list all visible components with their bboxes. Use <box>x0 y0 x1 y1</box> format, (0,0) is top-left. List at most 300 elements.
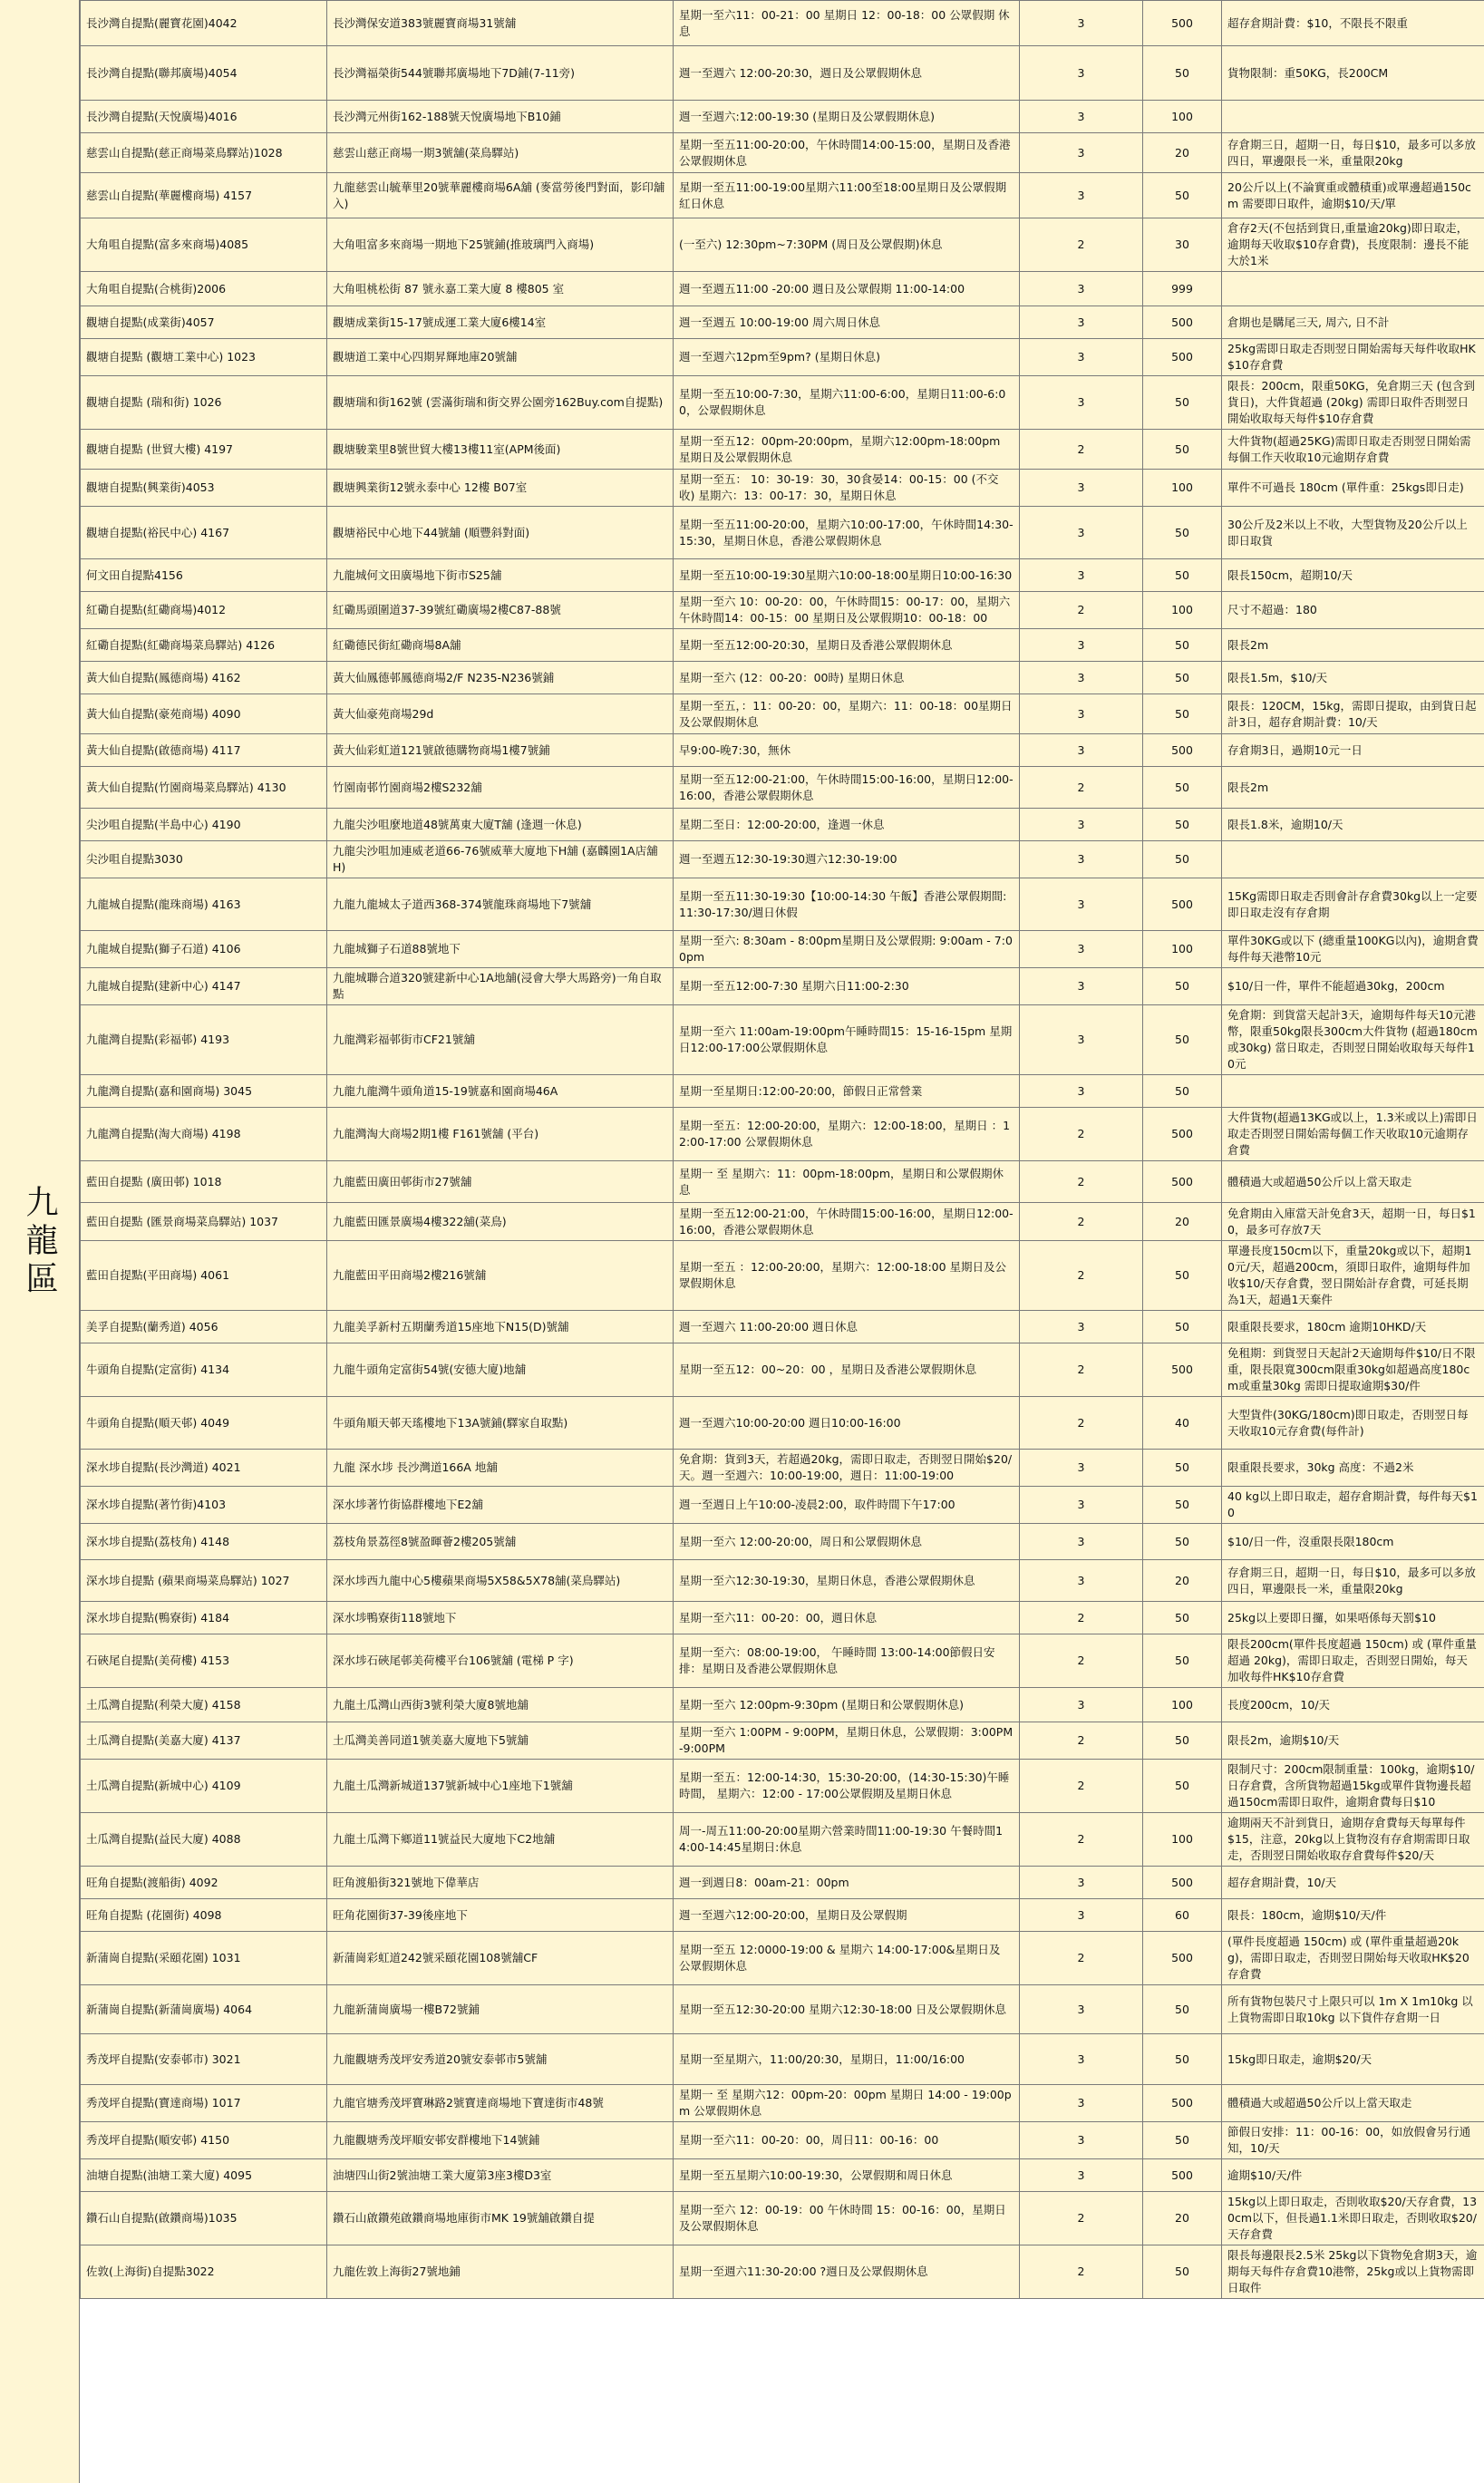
max-parcels-cell: 50 <box>1143 767 1222 809</box>
restrictions-cell <box>1222 841 1484 878</box>
pickup-point-name-cell: 紅磡自提點(紅磡商場)4012 <box>81 592 327 629</box>
restrictions-cell: 逾期$10/天/件 <box>1222 2159 1484 2192</box>
opening-hours-cell: 星期一至五12：00~20：00 ，星期日及香港公眾假期休息 <box>674 1343 1020 1397</box>
storage-days-cell: 3 <box>1020 1075 1143 1108</box>
pickup-point-address-cell: 紅磡馬頭圍道37-39號紅磡廣場2樓C87-88號 <box>327 592 674 629</box>
opening-hours-cell: 星期一 至 星期六：11：00pm-18:00pm，星期日和公眾假期休息 <box>674 1161 1020 1203</box>
pickup-point-address-cell: 觀塘瑞和街162號 (雲滿街瑞和街交界公園旁162Buy.com自提點) <box>327 376 674 430</box>
pickup-point-address-cell: 九龍城何文田廣場地下街市S25舖 <box>327 559 674 592</box>
restrictions-cell: $10/日一件，單件不能超過30kg，200cm <box>1222 968 1484 1005</box>
storage-days-cell: 3 <box>1020 931 1143 968</box>
storage-days-cell: 3 <box>1020 272 1143 306</box>
pickup-point-name-cell: 土瓜灣自提點(利榮大廈) 4158 <box>81 1688 327 1722</box>
max-parcels-cell: 50 <box>1143 1241 1222 1311</box>
pickup-point-address-cell: 九龍佐敦上海街27號地鋪 <box>327 2245 674 2299</box>
table-row <box>81 1241 1484 1311</box>
pickup-point-name-cell: 慈雲山自提點(華麗樓商場) 4157 <box>81 173 327 218</box>
max-parcels-cell: 20 <box>1143 133 1222 173</box>
opening-hours-cell: 星期一至星期日:12:00-20:00，節假日正常營業 <box>674 1075 1020 1108</box>
pickup-point-name-cell: 秀茂坪自提點(安泰邨市) 3021 <box>81 2034 327 2085</box>
pickup-point-address-cell: 黃大仙豪苑商場29d <box>327 694 674 734</box>
storage-days-cell: 3 <box>1020 1005 1143 1075</box>
table-row <box>81 1524 1484 1560</box>
pickup-point-address-cell: 九龍城聯合道320號建新中心1A地舖(浸會大學大馬路旁)一角自取點 <box>327 968 674 1005</box>
pickup-point-name-cell: 秀茂坪自提點(寶達商場) 1017 <box>81 2085 327 2122</box>
storage-days-cell: 3 <box>1020 306 1143 339</box>
storage-days-cell: 3 <box>1020 1985 1143 2034</box>
opening-hours-cell: 星期一至五10:00-7:30，星期六11:00-6:00，星期日11:00-6:00，公眾假期休息 <box>674 376 1020 430</box>
table-row <box>81 841 1484 878</box>
opening-hours-cell: 星期一至五星期六10:00-19:30，公眾假期和周日休息 <box>674 2159 1020 2192</box>
table-row <box>81 2034 1484 2085</box>
pickup-point-name-cell: 油塘自提點(油塘工業大廈) 4095 <box>81 2159 327 2192</box>
restrictions-cell: 存倉期三日，超期一日，每日$10，最多可以多放四日，單邊限長一米，重量限20kg <box>1222 1560 1484 1602</box>
pickup-point-address-cell: 九龍城獅子石道88號地下 <box>327 931 674 968</box>
pickup-point-name-cell: 新蒲崗自提點(新蒲崗廣場) 4064 <box>81 1985 327 2034</box>
table-row <box>81 1397 1484 1450</box>
restrictions-cell: 限長：120CM，15kg，需即日提取，由到貨日起計3日，超存倉期計費：10/天 <box>1222 694 1484 734</box>
restrictions-cell: 限長2m <box>1222 629 1484 662</box>
restrictions-cell: 限長2m <box>1222 767 1484 809</box>
storage-days-cell: 3 <box>1020 2034 1143 2085</box>
pickup-point-address-cell: 九龍土瓜灣山西街3號利榮大廈8號地舖 <box>327 1688 674 1722</box>
storage-days-cell: 2 <box>1020 1108 1143 1161</box>
restrictions-cell: 長度200cm，10/天 <box>1222 1688 1484 1722</box>
opening-hours-cell: 星期一至六 12:00pm-9:30pm (星期日和公眾假期休息) <box>674 1688 1020 1722</box>
storage-days-cell: 2 <box>1020 1813 1143 1867</box>
pickup-point-name-cell: 旺角自提點(渡船街) 4092 <box>81 1867 327 1899</box>
storage-days-cell: 2 <box>1020 1760 1143 1813</box>
table-row <box>81 1161 1484 1203</box>
table-row <box>81 592 1484 629</box>
storage-days-cell: 3 <box>1020 662 1143 694</box>
opening-hours-cell: 星期一至六11：00-20：00，周日11：00-16：00 <box>674 2122 1020 2159</box>
storage-days-cell: 3 <box>1020 629 1143 662</box>
pickup-point-name-cell: 觀塘自提點(裕民中心) 4167 <box>81 507 327 559</box>
storage-days-cell: 2 <box>1020 1241 1143 1311</box>
storage-days-cell: 2 <box>1020 218 1143 272</box>
opening-hours-cell: 星期一至五11:00-19:00星期六11:00至18:00星期日及公眾假期紅日休息 <box>674 173 1020 218</box>
pickup-point-address-cell: 觀塘成業街15-17號成運工業大廈6樓14室 <box>327 306 674 339</box>
table-row <box>81 809 1484 841</box>
table-row <box>81 1450 1484 1487</box>
max-parcels-cell: 50 <box>1143 1487 1222 1524</box>
max-parcels-cell: 500 <box>1143 878 1222 931</box>
storage-days-cell: 2 <box>1020 1722 1143 1760</box>
pickup-point-name-cell: 深水埗自提點(長沙灣道) 4021 <box>81 1450 327 1487</box>
pickup-point-name-cell: 尖沙咀自提點(半島中心) 4190 <box>81 809 327 841</box>
pickup-point-name-cell: 佐敦(上海街)自提點3022 <box>81 2245 327 2299</box>
max-parcels-cell: 50 <box>1143 559 1222 592</box>
restrictions-cell: $10/日一件，沒重限長限180cm <box>1222 1524 1484 1560</box>
storage-days-cell: 3 <box>1020 1867 1143 1899</box>
restrictions-cell: 免倉期：到貨當天起計3天，逾期每件每天10元港幣，限重50kg限長300cm大件貨物 (超過180cm或30kg) 當日取走，否則翌日開始收取每天每件10元 <box>1222 1005 1484 1075</box>
pickup-point-address-cell: 九龍藍田匯景廣場4樓322舖(菜鳥) <box>327 1203 674 1241</box>
pickup-point-name-cell: 觀塘自提點 (瑞和街) 1026 <box>81 376 327 430</box>
max-parcels-cell: 50 <box>1143 809 1222 841</box>
opening-hours-cell: 週一至週六 11:00-20:00 週日休息 <box>674 1311 1020 1343</box>
opening-hours-cell: 週一至週六 12:00-20:30，週日及公眾假期休息 <box>674 46 1020 101</box>
max-parcels-cell: 50 <box>1143 1634 1222 1688</box>
table-row <box>81 1487 1484 1524</box>
storage-days-cell: 2 <box>1020 2192 1143 2245</box>
opening-hours-cell: 免倉期：貨到3天，若超過20kg，需即日取走，否則翌日開始$20/天。週一至週六：10:00-19:00，週日：11:00-19:00 <box>674 1450 1020 1487</box>
table-row <box>81 46 1484 101</box>
table-row <box>81 734 1484 767</box>
pickup-point-address-cell: 慈雲山慈正商場一期3號舖(菜鳥驛站) <box>327 133 674 173</box>
opening-hours-cell: 星期一至週六11:30-20:00 ?週日及公眾假期休息 <box>674 2245 1020 2299</box>
pickup-point-name-cell: 美孚自提點(蘭秀道) 4056 <box>81 1311 327 1343</box>
restrictions-cell: (單件長度超過 150cm) 或 (單件重量超過20kg)，需即日取走，否則翌日開始每天收取HK$20存倉費 <box>1222 1932 1484 1985</box>
storage-days-cell: 3 <box>1020 1487 1143 1524</box>
opening-hours-cell: (一至六) 12:30pm~7:30PM (周日及公眾假期)休息 <box>674 218 1020 272</box>
max-parcels-cell: 500 <box>1143 1108 1222 1161</box>
opening-hours-cell: 星期一至五 12:0000-19:00 & 星期六 14:00-17:00&星期日及 公眾假期休息 <box>674 1932 1020 1985</box>
pickup-point-address-cell: 油塘四山街2號油塘工業大廈第3座3樓D3室 <box>327 2159 674 2192</box>
pickup-point-address-cell: 大角咀富多來商場一期地下25號鋪(推玻璃門入商場) <box>327 218 674 272</box>
restrictions-cell: 大型貨件(30KG/180cm)即日取走，否則翌日每天收取10元存倉費(每件計) <box>1222 1397 1484 1450</box>
max-parcels-cell: 100 <box>1143 1688 1222 1722</box>
table-row <box>81 101 1484 133</box>
table-row <box>81 629 1484 662</box>
max-parcels-cell: 100 <box>1143 101 1222 133</box>
region-column <box>0 0 80 2483</box>
table-row <box>81 1985 1484 2034</box>
table-row <box>81 1602 1484 1634</box>
pickup-point-address-cell: 九龍尖沙咀麼地道48號萬東大廈T舖 (逢週一休息) <box>327 809 674 841</box>
restrictions-cell: 限長1.8米，逾期10/天 <box>1222 809 1484 841</box>
restrictions-cell <box>1222 101 1484 133</box>
table-row <box>81 1867 1484 1899</box>
restrictions-cell: 單件不可過長 180cm (單件重：25kgs即日走) <box>1222 470 1484 507</box>
restrictions-cell <box>1222 1075 1484 1108</box>
storage-days-cell: 3 <box>1020 1688 1143 1722</box>
opening-hours-cell: 星期一至六 12:00-20:00，周日和公眾假期休息 <box>674 1524 1020 1560</box>
pickup-point-name-cell: 深水埗自提點(著竹街)4103 <box>81 1487 327 1524</box>
pickup-point-address-cell: 深水埗鴨寮街118號地下 <box>327 1602 674 1634</box>
restrictions-cell: 超存倉期計費，10/天 <box>1222 1867 1484 1899</box>
restrictions-cell: 單件30KG或以下 (總重量100KG以內)，逾期倉費每件每天港幣10元 <box>1222 931 1484 968</box>
storage-days-cell: 3 <box>1020 968 1143 1005</box>
storage-days-cell: 3 <box>1020 694 1143 734</box>
storage-days-cell: 2 <box>1020 1602 1143 1634</box>
opening-hours-cell: 星期一至五12:00-21:00，午休時間15:00-16:00，星期日12:00-16:00，香港公眾假期休息 <box>674 767 1020 809</box>
restrictions-cell: 倉期也是購尾三天, 周六, 日不計 <box>1222 306 1484 339</box>
opening-hours-cell: 星期一至五，：11：00-20：00，星期六：11：00-18：00星期日及公眾假期休息 <box>674 694 1020 734</box>
max-parcels-cell: 50 <box>1143 46 1222 101</box>
pickup-point-address-cell: 九龍 深水埗 長沙灣道166A 地舖 <box>327 1450 674 1487</box>
table-row <box>81 878 1484 931</box>
pickup-point-address-cell: 土瓜灣美善同道1號美嘉大廈地下5號舖 <box>327 1722 674 1760</box>
storage-days-cell: 2 <box>1020 1634 1143 1688</box>
restrictions-cell: 體積過大或超過50公斤以上當天取走 <box>1222 2085 1484 2122</box>
restrictions-cell: 15kg即日取走，逾期$20/天 <box>1222 2034 1484 2085</box>
opening-hours-cell: 星期一至五：12:00-20:00，星期六：12:00-18:00，星期日 ：12:00-17:00 公眾假期休息 <box>674 1108 1020 1161</box>
opening-hours-cell: 星期一至六 12：00-19：00 午休時間 15：00-16：00，星期日及公眾假期休息 <box>674 2192 1020 2245</box>
pickup-point-address-cell: 九龍官塘秀茂坪寶琳路2號寶達商場地下寶達街市48號 <box>327 2085 674 2122</box>
table-row <box>81 1932 1484 1985</box>
pickup-point-address-cell: 黃大仙鳳德邨鳳德商場2/F N235-N236號鋪 <box>327 662 674 694</box>
restrictions-cell: 15Kg需即日取走否則會計存倉費30kg以上一定要即日取走沒有存倉期 <box>1222 878 1484 931</box>
opening-hours-cell: 星期一 至 星期六12：00pm-20：00pm 星期日 14:00 - 19:00pm 公眾假期休息 <box>674 2085 1020 2122</box>
max-parcels-cell: 100 <box>1143 592 1222 629</box>
pickup-point-rows <box>81 1 1484 2299</box>
restrictions-cell: 逾期兩天不計到貨日，逾期存倉費每天每單每件$15，注意，20kg以上貨物沒有存倉期需即日取走，否則翌日開始收取存倉費每件$20/天 <box>1222 1813 1484 1867</box>
storage-days-cell: 3 <box>1020 339 1143 376</box>
restrictions-cell: 40 kg以上即日取走，超存倉期計費，每件每天$10 <box>1222 1487 1484 1524</box>
pickup-point-address-cell: 深水埗著竹街協群樓地下E2舖 <box>327 1487 674 1524</box>
storage-days-cell: 3 <box>1020 173 1143 218</box>
opening-hours-cell: 週一至週日上午10:00-凌晨2:00，取件時間下午17:00 <box>674 1487 1020 1524</box>
max-parcels-cell: 500 <box>1143 2159 1222 2192</box>
pickup-point-name-cell: 慈雲山自提點(慈正商場菜鳥驛站)1028 <box>81 133 327 173</box>
table-row <box>81 376 1484 430</box>
storage-days-cell: 3 <box>1020 734 1143 767</box>
pickup-point-name-cell: 黃大仙自提點(鳳德商場) 4162 <box>81 662 327 694</box>
pickup-point-name-cell: 新蒲崗自提點(采頤花園) 1031 <box>81 1932 327 1985</box>
pickup-point-name-cell: 黃大仙自提點(豪苑商場) 4090 <box>81 694 327 734</box>
restrictions-cell: 免倉期由入庫當天計免倉3天，超期一日，每日$10，最多可存放7天 <box>1222 1203 1484 1241</box>
max-parcels-cell: 500 <box>1143 1161 1222 1203</box>
table-row <box>81 1 1484 46</box>
opening-hours-cell: 週一至週六12pm至9pm? (星期日休息) <box>674 339 1020 376</box>
restrictions-cell: 所有貨物包裝尺寸上限只可以 1m X 1m10kg 以上貨物需即日取10kg 以下貨件存倉期一日 <box>1222 1985 1484 2034</box>
table-row <box>81 1311 1484 1343</box>
max-parcels-cell: 50 <box>1143 376 1222 430</box>
pickup-point-name-cell: 深水埗自提點(鴨寮街) 4184 <box>81 1602 327 1634</box>
pickup-point-name-cell: 鑽石山自提點(啟鑽商場)1035 <box>81 2192 327 2245</box>
table-row <box>81 133 1484 173</box>
storage-days-cell: 3 <box>1020 1311 1143 1343</box>
table-row <box>81 1108 1484 1161</box>
pickup-point-address-cell: 九龍藍田平田商場2樓216號舖 <box>327 1241 674 1311</box>
pickup-point-name-cell: 土瓜灣自提點(益民大廈) 4088 <box>81 1813 327 1867</box>
opening-hours-cell: 星期一至五11:00-20:00，午休時間14:00-15:00，星期日及香港公眾假期休息 <box>674 133 1020 173</box>
storage-days-cell: 2 <box>1020 1203 1143 1241</box>
storage-days-cell: 3 <box>1020 133 1143 173</box>
table-row <box>81 767 1484 809</box>
pickup-point-address-cell: 鑽石山啟鑽苑啟鑽商場地庫街市MK 19號舖啟鑽自提 <box>327 2192 674 2245</box>
pickup-point-address-cell: 長沙灣保安道383號麗寶商場31號舖 <box>327 1 674 46</box>
max-parcels-cell: 50 <box>1143 1760 1222 1813</box>
pickup-point-name-cell: 觀塘自提點 (世貿大樓) 4197 <box>81 430 327 470</box>
opening-hours-cell: 星期一至五12:00-7:30 星期六日11:00-2:30 <box>674 968 1020 1005</box>
pickup-point-name-cell: 尖沙咀自提點3030 <box>81 841 327 878</box>
max-parcels-cell: 500 <box>1143 1 1222 46</box>
max-parcels-cell: 500 <box>1143 1867 1222 1899</box>
opening-hours-cell: 周一-周五11:00-20:00星期六營業時間11:00-19:30 午餐時間14:00-14:45星期日:休息 <box>674 1813 1020 1867</box>
max-parcels-cell: 30 <box>1143 218 1222 272</box>
max-parcels-cell: 50 <box>1143 1722 1222 1760</box>
max-parcels-cell: 50 <box>1143 1450 1222 1487</box>
max-parcels-cell: 500 <box>1143 2085 1222 2122</box>
storage-days-cell: 2 <box>1020 1932 1143 1985</box>
pickup-point-address-cell: 旺角渡船街321號地下偉華店 <box>327 1867 674 1899</box>
table-row <box>81 1075 1484 1108</box>
opening-hours-cell: 星期一至六11：00-21：00 星期日 12：00-18：00 公眾假期 休息 <box>674 1 1020 46</box>
restrictions-cell: 限長：180cm，逾期$10/天/件 <box>1222 1899 1484 1932</box>
max-parcels-cell: 50 <box>1143 2245 1222 2299</box>
restrictions-cell: 限長每邊限長2.5米 25kg以下貨物免倉期3天，逾期每天每件存倉費10港幣，25kg或以上貨物需即日取件 <box>1222 2245 1484 2299</box>
pickup-point-address-cell: 大角咀桃松街 87 號永嘉工業大廈 8 樓805 室 <box>327 272 674 306</box>
pickup-point-name-cell: 深水埗自提點 (蘋果商場菜鳥驛站) 1027 <box>81 1560 327 1602</box>
pickup-point-address-cell: 九龍九龍灣牛頭角道15-19號嘉和園商場46A <box>327 1075 674 1108</box>
storage-days-cell: 3 <box>1020 507 1143 559</box>
opening-hours-cell: 週一至週六10:00-20:00 週日10:00-16:00 <box>674 1397 1020 1450</box>
table-row <box>81 430 1484 470</box>
table-row <box>81 1343 1484 1397</box>
restrictions-cell: 限長1.5m，$10/天 <box>1222 662 1484 694</box>
table-row <box>81 1560 1484 1602</box>
pickup-point-name-cell: 何文田自提點4156 <box>81 559 327 592</box>
pickup-point-name-cell: 觀塘自提點 (觀塘工業中心) 1023 <box>81 339 327 376</box>
table-row <box>81 1203 1484 1241</box>
pickup-point-name-cell: 九龍灣自提點(嘉和園商場) 3045 <box>81 1075 327 1108</box>
table-row <box>81 694 1484 734</box>
pickup-point-address-cell: 旺角花園街37-39後座地下 <box>327 1899 674 1932</box>
restrictions-cell: 貨物限制：重50KG，長200CM <box>1222 46 1484 101</box>
restrictions-cell: 限長：200cm，限重50KG，免倉期三天 (包含到貨日)，大件貨超過 (20kg) 需即日取件否則翌日開始收取每天每件$10存倉費 <box>1222 376 1484 430</box>
table-row <box>81 2085 1484 2122</box>
opening-hours-cell: 星期一至六12:30-19:30，星期日休息，香港公眾假期休息 <box>674 1560 1020 1602</box>
opening-hours-cell: 週一至週五11:00 -20:00 週日及公眾假期 11:00-14:00 <box>674 272 1020 306</box>
storage-days-cell: 3 <box>1020 1 1143 46</box>
max-parcels-cell: 500 <box>1143 339 1222 376</box>
max-parcels-cell: 50 <box>1143 507 1222 559</box>
opening-hours-cell: 週一至週五12:30-19:30週六12:30-19:00 <box>674 841 1020 878</box>
max-parcels-cell: 50 <box>1143 2122 1222 2159</box>
opening-hours-cell: 早9:00-晚7:30，無休 <box>674 734 1020 767</box>
pickup-point-address-cell: 觀塘駿業里8號世貿大樓13樓11室(APM後面) <box>327 430 674 470</box>
max-parcels-cell: 20 <box>1143 2192 1222 2245</box>
max-parcels-cell: 50 <box>1143 1075 1222 1108</box>
table-row <box>81 1899 1484 1932</box>
table-row <box>81 931 1484 968</box>
pickup-point-name-cell: 大角咀自提點(合桃街)2006 <box>81 272 327 306</box>
table-row <box>81 507 1484 559</box>
max-parcels-cell: 50 <box>1143 1524 1222 1560</box>
pickup-point-name-cell: 大角咀自提點(富多來商場)4085 <box>81 218 327 272</box>
opening-hours-cell: 星期一至六11：00-20：00，週日休息 <box>674 1602 1020 1634</box>
pickup-point-name-cell: 牛頭角自提點(定富街) 4134 <box>81 1343 327 1397</box>
pickup-point-name-cell: 紅磡自提點(紅磡商場菜鳥驛站) 4126 <box>81 629 327 662</box>
pickup-point-address-cell: 深水埗西九龍中心5樓蘋果商場5X58&5X78舖(菜鳥驛站) <box>327 1560 674 1602</box>
opening-hours-cell: 星期一至五12:30-20:00 星期六12:30-18:00 日及公眾假期休息 <box>674 1985 1020 2034</box>
storage-days-cell: 3 <box>1020 101 1143 133</box>
pickup-point-address-cell: 長沙灣元州街162-188號天悅廣場地下B10鋪 <box>327 101 674 133</box>
pickup-point-address-cell: 九龍觀塘秀茂坪安秀道20號安泰邨市5號舖 <box>327 2034 674 2085</box>
storage-days-cell: 2 <box>1020 2245 1143 2299</box>
table-row <box>81 1634 1484 1688</box>
pickup-point-name-cell: 土瓜灣自提點(美嘉大廈) 4137 <box>81 1722 327 1760</box>
pickup-point-address-cell: 深水埗石硤尾邨美荷樓平台106號舖 (電梯 P 字) <box>327 1634 674 1688</box>
restrictions-cell: 限制尺寸：200cm限制重量：100kg，逾期$10/日存倉費，含所貨物超過15kg或單件貨物邊長超過150cm需即日取件，逾期倉費每日$10 <box>1222 1760 1484 1813</box>
pickup-point-address-cell: 新蒲崗彩虹道242號采頤花園108號舖CF <box>327 1932 674 1985</box>
table-row <box>81 272 1484 306</box>
storage-days-cell: 3 <box>1020 2122 1143 2159</box>
table-row <box>81 1005 1484 1075</box>
pickup-point-address-cell: 觀塘興業街12號永泰中心 12樓 B07室 <box>327 470 674 507</box>
table-row <box>81 470 1484 507</box>
pickup-point-name-cell: 黃大仙自提點(啟德商場) 4117 <box>81 734 327 767</box>
restrictions-cell: 免租期：到貨翌日天起計2天逾期每件$10/日不限重，限長限寬300cm限重30kg如超過高度180cm或重量30kg 需即日提取逾期$30/件 <box>1222 1343 1484 1397</box>
opening-hours-cell: 星期一至五12：00pm-20:00pm，星期六12:00pm-18:00pm 星期日及公眾假期休息 <box>674 430 1020 470</box>
pickup-point-name-cell: 觀塘自提點(成業街)4057 <box>81 306 327 339</box>
opening-hours-cell: 星期一至五： 10：30-19：30，30食晏14：00-15：00 (不交收) 星期六：13：00-17：30，星期日休息 <box>674 470 1020 507</box>
storage-days-cell: 3 <box>1020 2159 1143 2192</box>
storage-days-cell: 3 <box>1020 878 1143 931</box>
restrictions-cell: 尺寸不超過：180 <box>1222 592 1484 629</box>
pickup-point-address-cell: 觀塘裕民中心地下44號舖 (順豐斜對面) <box>327 507 674 559</box>
max-parcels-cell: 500 <box>1143 1343 1222 1397</box>
pickup-point-name-cell: 長沙灣自提點(聯邦廣場)4054 <box>81 46 327 101</box>
opening-hours-cell: 星期一至五12:00-20:30，星期日及香港公眾假期休息 <box>674 629 1020 662</box>
storage-days-cell: 3 <box>1020 841 1143 878</box>
opening-hours-cell: 星期二至日：12:00-20:00，逢週一休息 <box>674 809 1020 841</box>
opening-hours-cell: 週一至週六12:00-20:00，星期日及公眾假期 <box>674 1899 1020 1932</box>
opening-hours-cell: 星期一至五12:00-21:00，午休時間15:00-16:00，星期日12:00-16:00，香港公眾假期休息 <box>674 1203 1020 1241</box>
storage-days-cell: 2 <box>1020 430 1143 470</box>
pickup-point-address-cell: 九龍美孚新村五期蘭秀道15座地下N15(D)號舖 <box>327 1311 674 1343</box>
max-parcels-cell: 500 <box>1143 306 1222 339</box>
pickup-point-address-cell: 觀塘道工業中心四期昇輝地庫20號舖 <box>327 339 674 376</box>
storage-days-cell: 3 <box>1020 809 1143 841</box>
storage-days-cell: 3 <box>1020 2085 1143 2122</box>
table-row <box>81 1688 1484 1722</box>
pickup-point-name-cell: 九龍城自提點(獅子石道) 4106 <box>81 931 327 968</box>
storage-days-cell: 3 <box>1020 1899 1143 1932</box>
pickup-point-name-cell: 牛頭角自提點(順天邨) 4049 <box>81 1397 327 1450</box>
restrictions-cell: 大件貨物(超過25KG)需即日取走否則翌日開始需每個工作天收取10元逾期存倉費 <box>1222 430 1484 470</box>
opening-hours-cell: 星期一至五11:00-20:00，星期六10:00-17:00，午休時間14:30-15:30，星期日休息，香港公眾假期休息 <box>674 507 1020 559</box>
opening-hours-cell: 星期一至六 1:00PM - 9:00PM，星期日休息，公眾假期：3:00PM-9:00PM <box>674 1722 1020 1760</box>
opening-hours-cell: 週一至週六:12:00-19:30 (星期日及公眾假期休息) <box>674 101 1020 133</box>
pickup-point-address-cell: 九龍九龍城太子道西368-374號龍珠商場地下7號舖 <box>327 878 674 931</box>
pickup-point-table <box>80 0 1484 2299</box>
restrictions-cell: 倉存2天(不包括到貨日,重量逾20kg)即日取走，逾期每天收取$10存倉費)，長度限制：邊長不能大於1米 <box>1222 218 1484 272</box>
pickup-point-name-cell: 藍田自提點 (匯景商場菜鳥驛站) 1037 <box>81 1203 327 1241</box>
restrictions-cell: 大件貨物(超過13KG或以上，1.3米或以上)需即日取走否則翌日開始需每個工作天收取10元逾期存倉費 <box>1222 1108 1484 1161</box>
pickup-point-address-cell: 九龍新蒲崗廣場一樓B72號鋪 <box>327 1985 674 2034</box>
storage-days-cell: 2 <box>1020 1161 1143 1203</box>
max-parcels-cell: 999 <box>1143 272 1222 306</box>
table-row <box>81 2192 1484 2245</box>
opening-hours-cell: 星期一至六：08:00-19:00， 午睡時間 13:00-14:00節假日安排：星期日及香港公眾假期休息 <box>674 1634 1020 1688</box>
restrictions-cell: 存倉期三日，超期一日，每日$10，最多可以多放四日，單邊限長一米，重量限20kg <box>1222 133 1484 173</box>
pickup-point-name-cell: 藍田自提點(平田商場) 4061 <box>81 1241 327 1311</box>
opening-hours-cell: 週一至週五 10:00-19:00 周六周日休息 <box>674 306 1020 339</box>
max-parcels-cell: 50 <box>1143 1311 1222 1343</box>
max-parcels-cell: 500 <box>1143 1932 1222 1985</box>
region-label: 九龍區 <box>21 1184 58 1299</box>
pickup-point-name-cell: 長沙灣自提點(天悅廣場)4016 <box>81 101 327 133</box>
restrictions-cell: 25kg需即日取走否則翌日開始需每天每件收取HK$10存倉費 <box>1222 339 1484 376</box>
pickup-point-name-cell: 旺角自提點 (花園街) 4098 <box>81 1899 327 1932</box>
max-parcels-cell: 50 <box>1143 694 1222 734</box>
opening-hours-cell: 星期一至六: 8:30am - 8:00pm星期日及公眾假期: 9:00am - 7:00pm <box>674 931 1020 968</box>
max-parcels-cell: 50 <box>1143 2034 1222 2085</box>
pickup-point-address-cell: 九龍土瓜灣下鄉道11號益民大廈地下C2地舖 <box>327 1813 674 1867</box>
pickup-point-name-cell: 石硤尾自提點(美荷樓) 4153 <box>81 1634 327 1688</box>
table-row <box>81 306 1484 339</box>
pickup-point-address-cell: 九龍牛頭角定富街54號(安德大廈)地舖 <box>327 1343 674 1397</box>
pickup-point-address-cell: 九龍尖沙咀加連威老道66-76號威華大廈地下H舖 (嘉麟園1A店舖H) <box>327 841 674 878</box>
restrictions-cell: 限長150cm，超期10/天 <box>1222 559 1484 592</box>
pickup-point-address-cell: 九龍藍田廣田邨街市27號舖 <box>327 1161 674 1203</box>
table-row <box>81 173 1484 218</box>
restrictions-cell: 30公斤及2米以上不收，大型貨物及20公斤以上即日取貨 <box>1222 507 1484 559</box>
opening-hours-cell: 星期一至六 (12：00-20：00時) 星期日休息 <box>674 662 1020 694</box>
